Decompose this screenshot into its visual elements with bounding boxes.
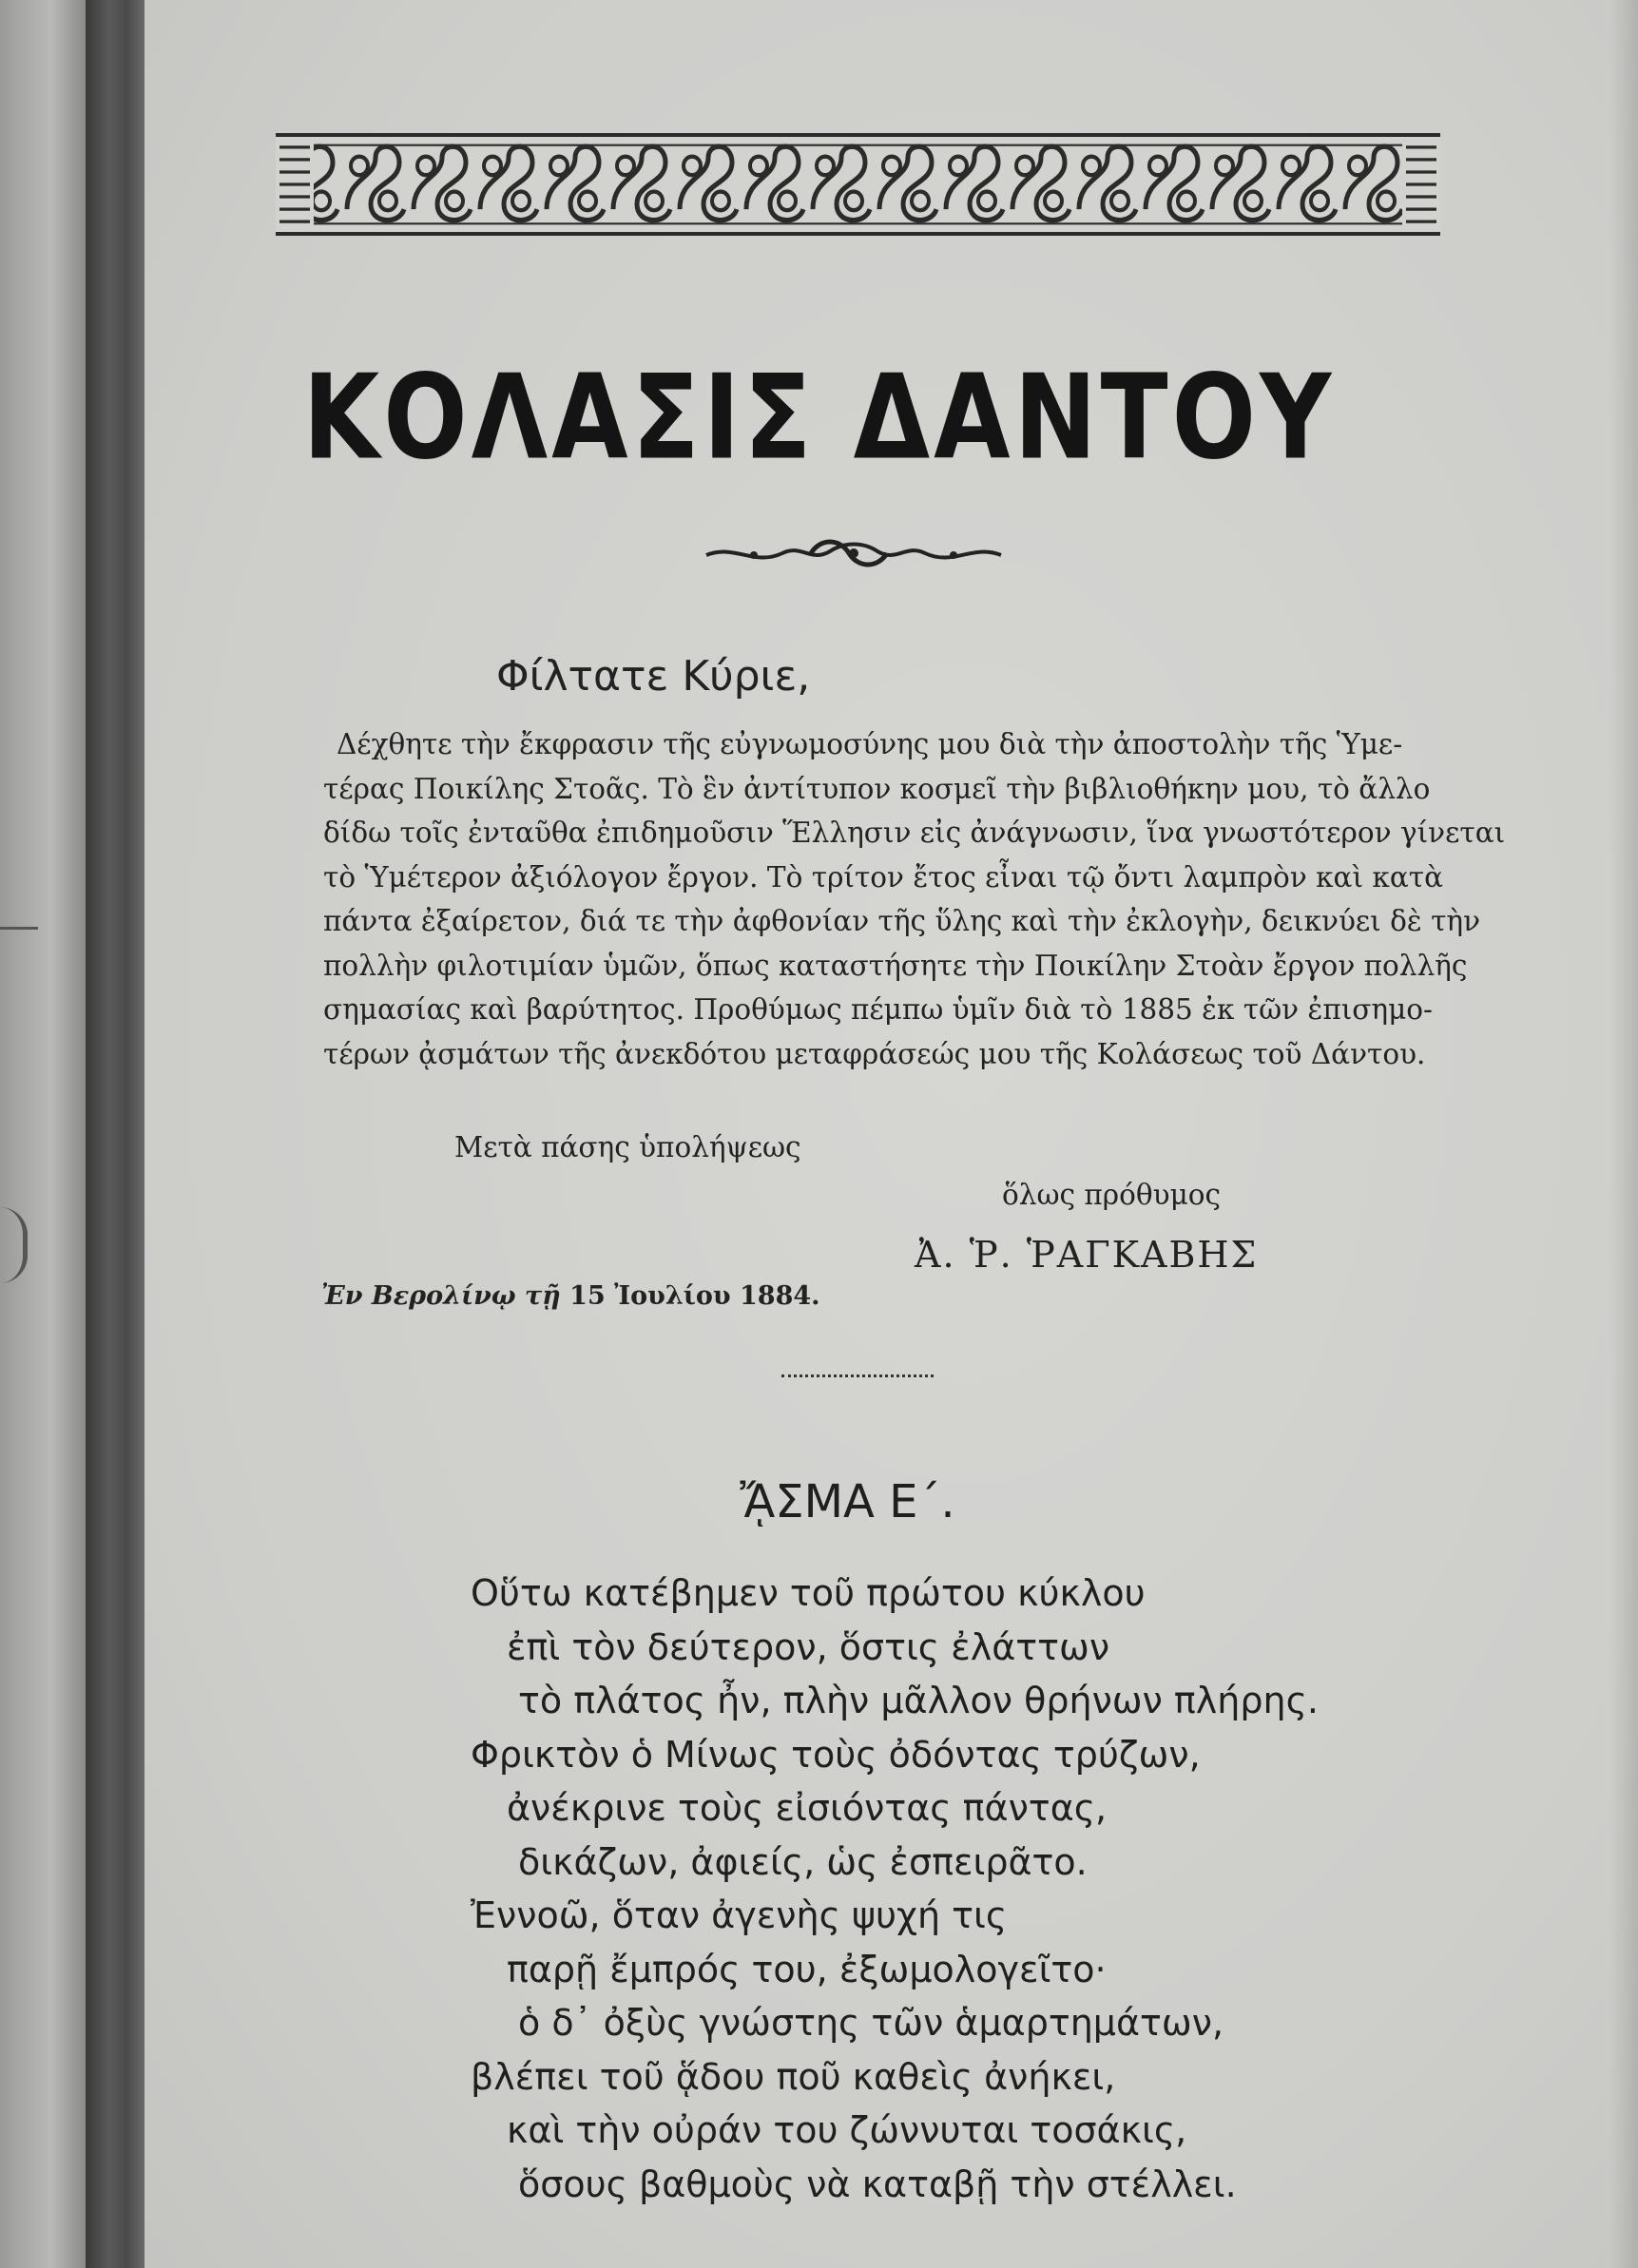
poem-body (471, 1566, 1319, 2211)
letter-place: Ἐν Βερολίνῳ τῇ (321, 1281, 561, 1311)
page-shadow (1609, 0, 1638, 2268)
fleuron-icon (697, 534, 1011, 572)
letter-signature: Ἀ. Ῥ. ῬΑΓΚΑΒΗΣ (915, 1234, 1259, 1276)
poem-verse: Φρικτὸν ὁ Μίνως τοὺς ὀδόντας τρύζων, (471, 1733, 1201, 1776)
book-binding (86, 0, 145, 2268)
letter-line: τέρων ᾀσμάτων τῆς ἀνεκδότου μεταφράσεώς μου τῆς Κολάσεως τοῦ Δάντου. (323, 1037, 1426, 1070)
letter-place-date (321, 1281, 820, 1311)
letter-body (323, 722, 1506, 1076)
letter-line: πάντα ἐξαίρετον, διά τε τὴν ἀφθονίαν τῆς ὕλης καὶ τὴν ἐκλογὴν, δεικνύει δὲ τὴν (323, 905, 1481, 937)
letter-closing: Μετὰ πάσης ὑπολήψεως (454, 1131, 801, 1163)
letter-line: Δέχθητε τὴν ἔκφρασιν τῆς εὐγνωμοσύνης μου διὰ τὴν ἀποστολὴν τῆς Ὑμε- (337, 728, 1403, 760)
poem-verse: Ἐννοῶ, ὅταν ἀγενὴς ψυχή τις (471, 1894, 1008, 1936)
section-divider (781, 1374, 934, 1377)
letter-line: τέρας Ποικίλης Στοᾶς. Τὸ ἓν ἀντίτυπον κοσμεῖ τὴν βιβλιοθήκην μου, τὸ ἄλλο (323, 772, 1431, 805)
poem-verse: ὁ δ᾽ ὀξὺς γνώστης τῶν ἁμαρτημάτων, (518, 2002, 1224, 2044)
ornamental-header-band (276, 133, 1440, 236)
poem-verse: βλέπει τοῦ ᾅδου ποῦ καθεὶς ἀνήκει, (471, 2055, 1116, 2098)
poem-verse: καὶ τὴν οὐράν του ζώννυται τοσάκις, (507, 2109, 1187, 2151)
poem-verse: ὅσους βαθμοὺς νὰ καταβῇ τὴν στέλλει. (518, 2162, 1237, 2205)
letter-line: τὸ Ὑμέτερον ἀξιόλογον ἔργον. Τὸ τρίτον ἔτος εἶναι τῷ ὄντι λαμπρὸν καὶ κατὰ (323, 860, 1444, 894)
canto-title: ᾌΣΜΑ Ε΄. (740, 1475, 955, 1528)
letter-line: δίδω τοῖς ἐνταῦθα ἐπιδημοῦσιν Ἕλλησιν εἰς ἀνάγνωσιν, ἵνα γνωστότερον γίνεται (323, 817, 1506, 849)
margin-tick (0, 927, 38, 930)
poem-verse: παρῇ ἔμπρός του, ἐξωμολογεῖτο· (507, 1948, 1107, 1990)
letter-date: 15 Ἰουλίου 1884. (569, 1281, 820, 1311)
letter-salutation: Φίλτατε Κύριε, (496, 652, 811, 701)
previous-page-edge (0, 0, 86, 2268)
scroll-ornament-icon (276, 137, 1440, 232)
poem-verse: ἐπὶ τὸν δεύτερον, ὅστις ἐλάττων (507, 1625, 1110, 1668)
poem-verse: Οὕτω κατέβημεν τοῦ πρώτου κύκλου (471, 1572, 1146, 1614)
letter-sign-off: ὅλως πρόθυμος (1002, 1179, 1222, 1211)
letter-line: σημασίας καὶ βαρύτητος. Προθύμως πέμπω ὑμῖν διὰ τὸ 1885 ἐκ τῶν ἐπισημο- (323, 993, 1433, 1026)
poem-verse: ἀνέκρινε τοὺς εἰσιόντας πάντας, (507, 1787, 1108, 1829)
page-title: ΚΟΛΑΣΙΣ ΔΑΝΤΟΥ (302, 349, 1336, 486)
letter-line: πολλὴν φιλοτιμίαν ὑμῶν, ὅπως καταστήσητε τὴν Ποικίλην Στοὰν ἔργον πολλῆς (323, 949, 1468, 982)
poem-verse: δικάζων, ἀφιείς, ὡς ἐσπειρᾶτο. (518, 1840, 1088, 1883)
poem-verse: τὸ πλάτος ἦν, πλὴν μᾶλλον θρήνων πλήρης. (518, 1680, 1319, 1721)
